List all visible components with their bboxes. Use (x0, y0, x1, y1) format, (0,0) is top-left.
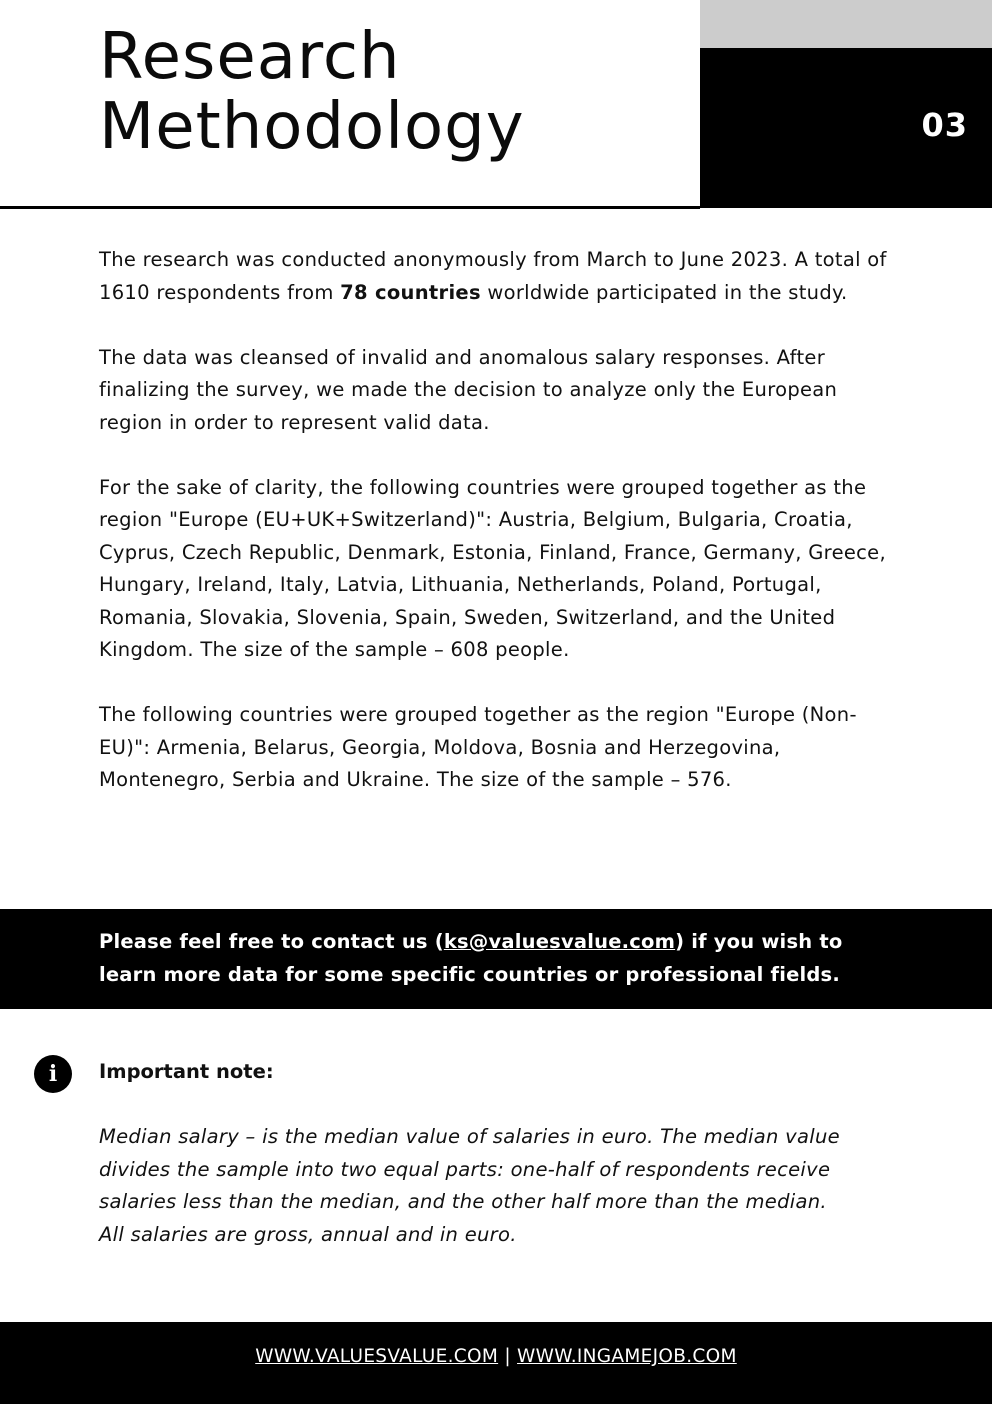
header-divider (0, 206, 700, 209)
header-black-box (700, 48, 992, 208)
contact-email-link[interactable]: ks@valuesvalue.com (443, 930, 676, 953)
methodology-body (99, 244, 894, 829)
note-salary-basis: All salaries are gross, annual and in euro. (99, 1222, 517, 1246)
paragraph-eu-region: For the sake of clarity, the following countries were grouped together as the region "Europe (EU+UK+Switzerland)": Austria, Belgium, Bulgaria, Croatia, Cyprus, Czech Republic, Denmark, Estonia, Finland, France, Germany, Greece, Hungary, Ireland, Italy, Latvia, Lithuania, Netherlands, Poland, Portugal, Romania, Slovakia, Slovenia, Spain, Sweden, Switzerland, and the United Kingdom. The size of the sample – 608 people. (99, 475, 886, 661)
page-number: 03 (921, 106, 968, 144)
footer-link-valuesvalue[interactable]: WWW.VALUESVALUE.COM (255, 1346, 499, 1367)
paragraph-respondents (99, 244, 894, 309)
note-median-definition: Median salary – is the median value of salaries in euro. The median value divides the sample into two equal parts: one-half of respondents receive salaries less than the median, and the other half more than the median. (99, 1125, 840, 1213)
contact-text-end: ) if you wish to learn more data for some specific countries or professional fields. (99, 930, 843, 986)
footer-separator: | (504, 1346, 511, 1367)
title-line-1: Research (99, 20, 401, 94)
header-grey-bar (700, 0, 992, 48)
info-icon: i (34, 1055, 72, 1093)
paragraph-respondents-end: worldwide participated in the study. (480, 280, 848, 304)
paragraph-non-eu-region: The following countries were grouped together as the region "Europe (Non-EU)": Armenia, Belarus, Georgia, Moldova, Bosnia and Herzegovina, Montenegro, Serbia and Ukraine. The size of the sample – 576. (99, 703, 857, 791)
note-title: Important note: (99, 1060, 274, 1083)
paragraph-respondents-start: The research was conducted anonymously from March to June 2023. A total of 1610 respondents from (99, 248, 887, 304)
note-body (99, 1121, 894, 1251)
footer-link-ingamejob[interactable]: WWW.INGAMEJOB.COM (517, 1346, 737, 1367)
contact-text (99, 926, 899, 991)
contact-text-start: Please feel free to contact us ( (99, 930, 444, 953)
title-line-2: Methodology (99, 90, 525, 164)
paragraph-data-cleansing: The data was cleansed of invalid and anomalous salary responses. After finalizing the survey, we made the decision to analyze only the European region in order to represent valid data. (99, 345, 838, 434)
page-title (99, 22, 525, 162)
countries-count: 78 countries (340, 280, 481, 304)
contact-banner (0, 909, 992, 1009)
footer (0, 1322, 992, 1404)
